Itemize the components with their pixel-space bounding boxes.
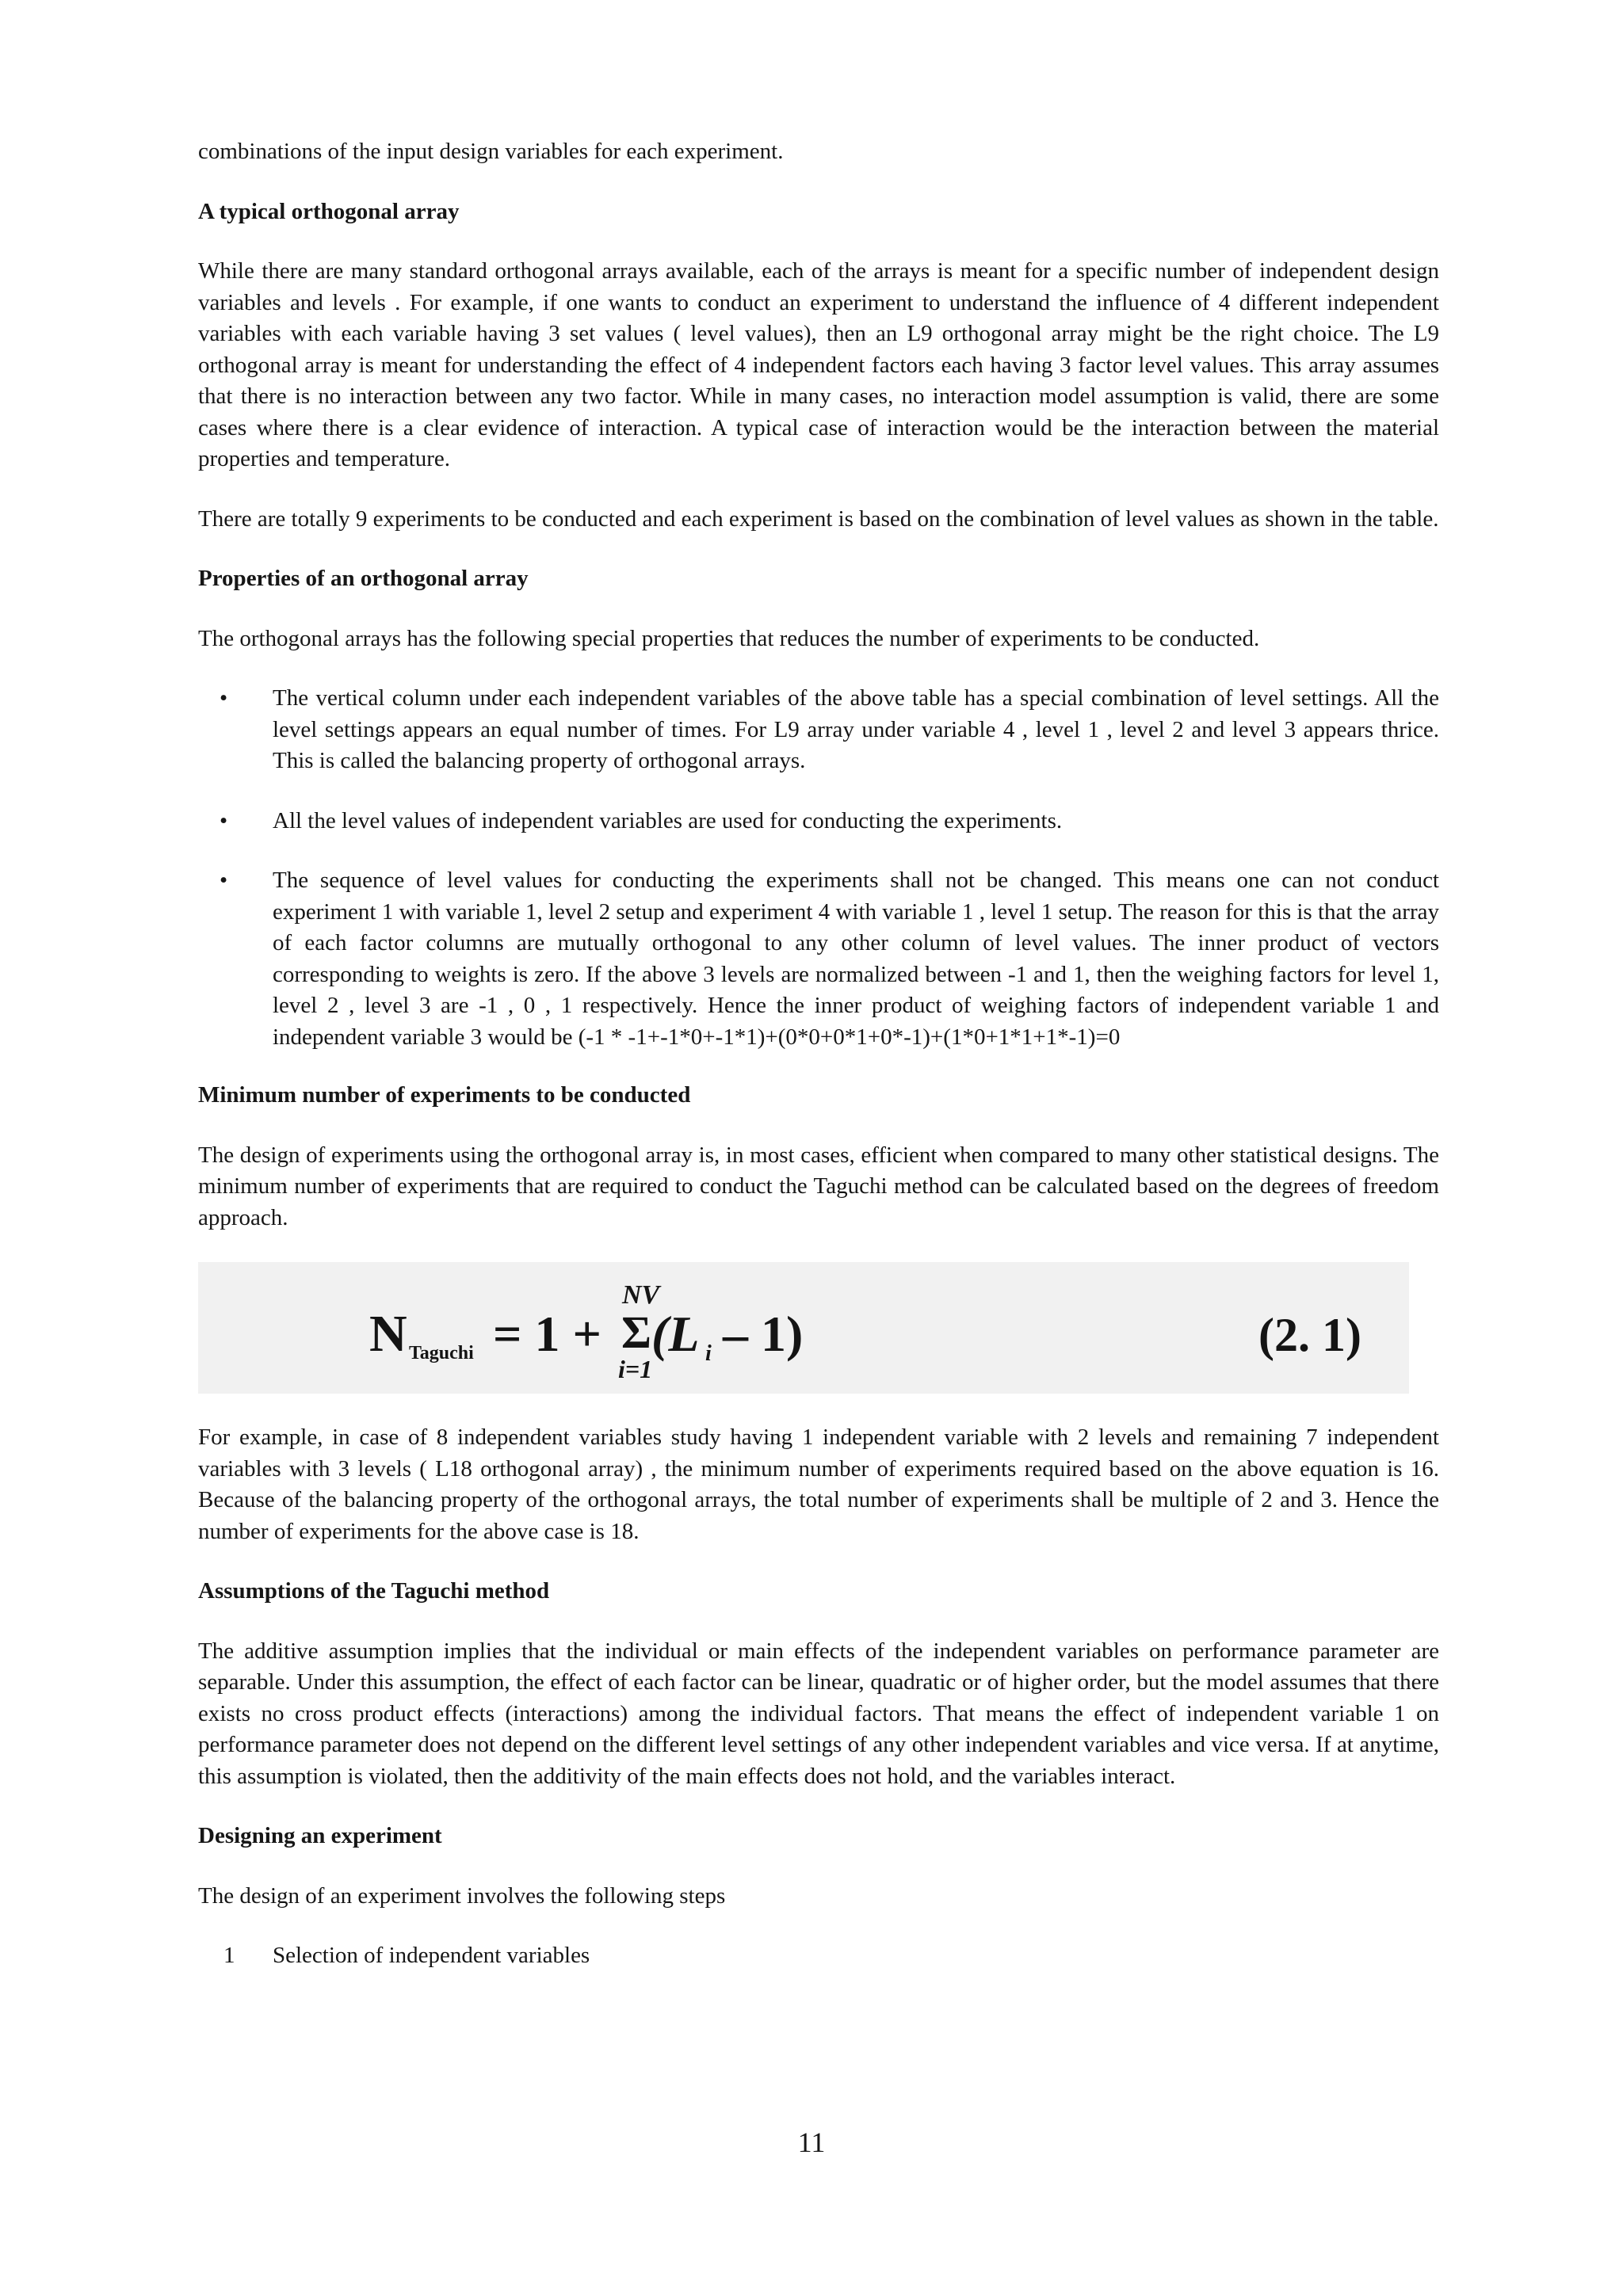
list-item-text: All the level values of independent variables are used for conducting the experiments. xyxy=(273,807,1063,833)
equation-number: (2. 1) xyxy=(1258,1309,1361,1361)
bullet-icon: • xyxy=(220,868,228,893)
equation-term-subscript: i xyxy=(705,1341,712,1366)
bullet-icon: • xyxy=(220,807,228,833)
step-text: Selection of independent variables xyxy=(273,1943,590,1968)
equation-subscript: Taguchi xyxy=(409,1343,474,1363)
heading-designing-experiment: Designing an experiment xyxy=(198,1823,442,1848)
list-item-text: The sequence of level values for conducting the experiments shall not be changed. This means one can not conduct experiment 1 with variable 1, level 2 setup and experiment 4 with variable 1 , level 1 setup. The reason for this is that the array of each factor columns are mutually orthogonal to any other column of level values. The inner product of vectors corresponding to weights is zero. If the above 3 levels are normalized between -1 and 1, then the weighing factors for level 1, level 2 , level 3 are -1 , 0 , 1 respectively. Hence the inner product of weighing factors of independent variable 1 and independent variable 3 would be (-1 * -1+-1*0+-1*1)+(0*0+0*1+0*-1)+(1*0+1*1+1*-1)=0 xyxy=(273,868,1439,1050)
sigma-icon: Σ xyxy=(621,1306,651,1358)
equation-image xyxy=(198,1262,1409,1394)
paragraph-orthogonal-arrays: While there are many standard orthogonal arrays available, each of the arrays is meant for a specific number of independent design variables and levels . For example, if one wants to conduct an experiment to understand the influence of 4 different independent variables with each variable having 3 set values ( level values), then an L9 orthogonal array might be the right choice. The L9 orthogonal array is meant for understanding the effect of 4 independent factors each having 3 factor level values. This array assumes that there is no interaction between any two factor. While in many cases, no interaction model assumption is valid, there are some cases where there is a clear evidence of interaction. A typical case of interaction would be the interaction between the material properties and temperature. xyxy=(198,258,1439,471)
document-body xyxy=(198,136,1439,1972)
bullet-icon: • xyxy=(220,685,228,711)
heading-assumptions: Assumptions of the Taguchi method xyxy=(198,1578,550,1604)
list-item-text: The vertical column under each independent variables of the above table has a special combination of level settings. All the level settings appears an equal number of times. For L9 array under variable 4 , level 1 , level 2 and level 3 appears thrice. This is called the balancing property of orthogonal arrays. xyxy=(273,685,1439,773)
heading-minimum-experiments: Minimum number of experiments to be conducted xyxy=(198,1082,691,1108)
list-item xyxy=(198,683,1439,777)
equation-sum-upper: NV xyxy=(622,1280,660,1310)
list-item xyxy=(198,865,1439,1053)
paragraph-intro: combinations of the input design variables for each experiment. xyxy=(198,139,784,164)
list-item xyxy=(198,1940,1439,1972)
paragraph-minimum-experiments: The design of experiments using the orthogonal array is, in most cases, efficient when compared to many other statistical designs. The minimum number of experiments that are required to conduct the Taguchi method can be calculated based on the degrees of freedom approach. xyxy=(198,1142,1439,1230)
page-number: 11 xyxy=(797,2126,826,2158)
step-number: 1 xyxy=(223,1943,235,1968)
equation-sum-lower: i=1 xyxy=(618,1355,653,1383)
heading-typical-orthogonal-array: A typical orthogonal array xyxy=(198,198,460,224)
equation-term: (L xyxy=(651,1306,700,1362)
properties-list xyxy=(198,683,1439,1053)
equation-2-1 xyxy=(198,1262,1409,1394)
paragraph-properties-intro: The orthogonal arrays has the following special properties that reduces the number of experiments to be conducted. xyxy=(198,625,1260,651)
heading-properties: Properties of an orthogonal array xyxy=(198,566,529,591)
paragraph-example-l18: For example, in case of 8 independent variables study having 1 independent variable with 2 levels and remaining 7 independent variables with 3 levels ( L18 orthogonal array) , the minimum number of experiments required based on the above equation is 16. Because of the balancing property of the orthogonal arrays, the total number of experiments shall be multiple of 2 and 3. Hence the number of experiments for the above case is 18. xyxy=(198,1425,1439,1544)
equation-term-end: – 1) xyxy=(723,1306,804,1362)
paragraph-nine-experiments: There are totally 9 experiments to be conducted and each experiment is based on the combination of level values as shown in the table. xyxy=(198,505,1439,532)
paragraph-additive-assumption: The additive assumption implies that the individual or main effects of the independent variables on performance parameter are separable. Under this assumption, the effect of each factor can be linear, quadratic or of higher order, but the model assumes that there exists no cross product effects (interactions) among the individual factors. That means the effect of independent variable 1 on performance parameter does not depend on the different level settings of any other independent variables and vice versa. If at anytime, this assumption is violated, then the additivity of the main effects does not hold, and the variables interact. xyxy=(198,1638,1439,1789)
paragraph-design-steps: The design of an experiment involves the following steps xyxy=(198,1882,726,1909)
equation-n: N xyxy=(369,1305,407,1363)
equation-rhs: = 1 + xyxy=(493,1306,601,1362)
list-item xyxy=(198,806,1439,837)
